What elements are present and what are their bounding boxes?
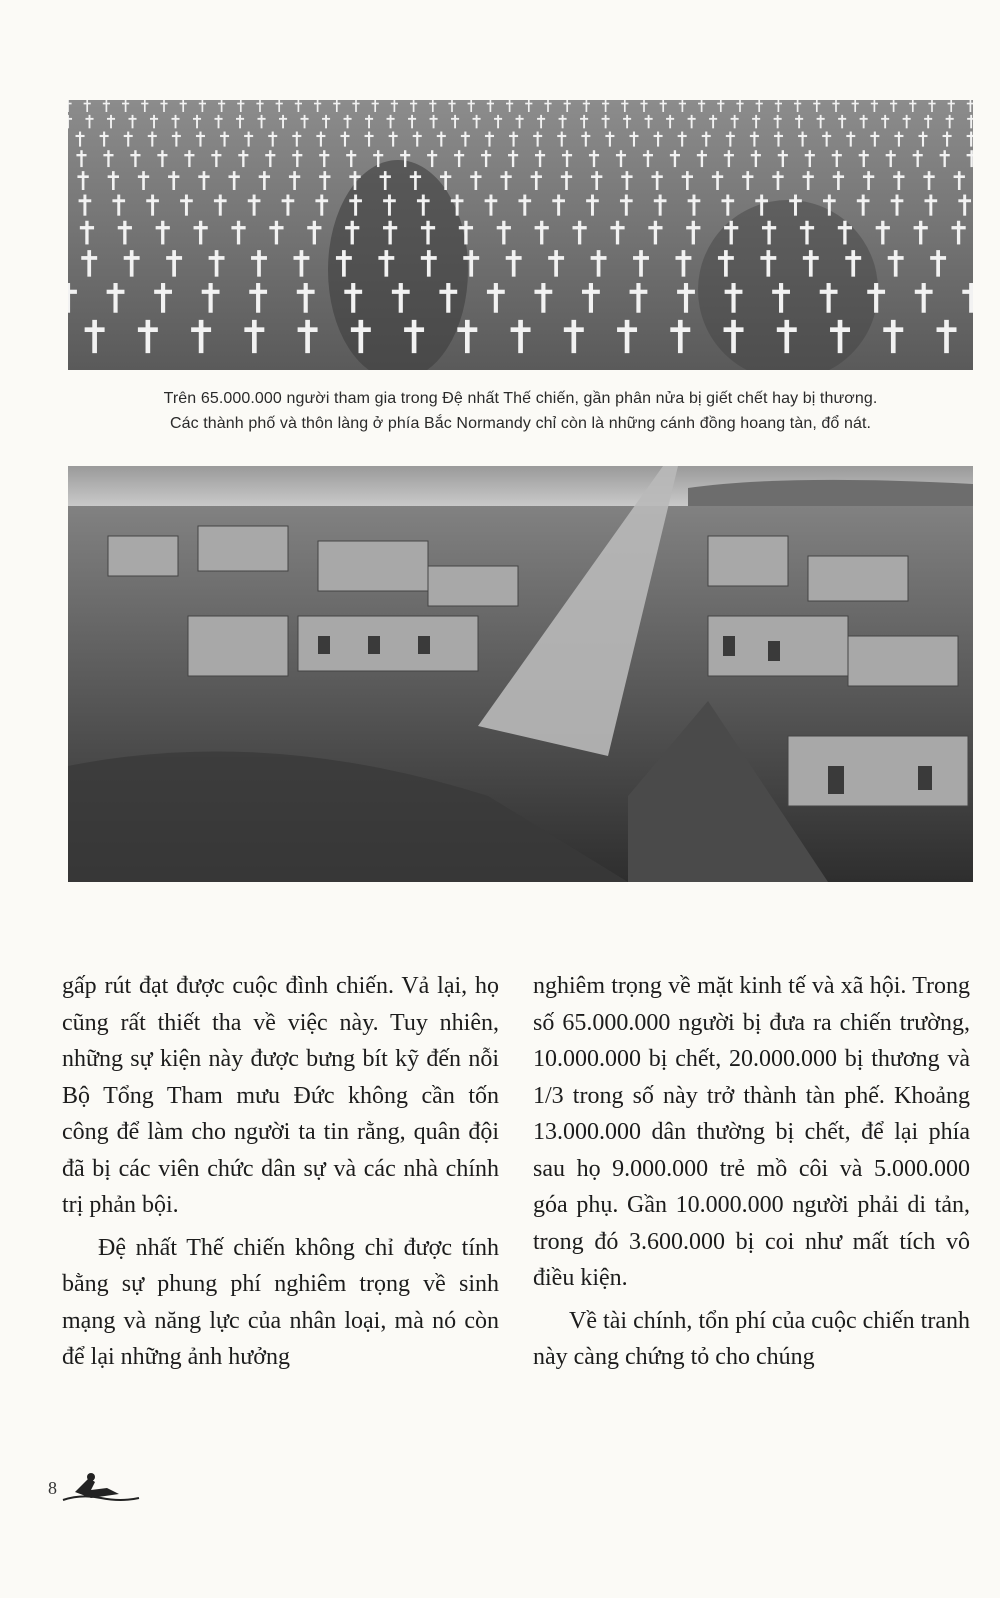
soldier-silhouette-icon: [61, 1468, 141, 1509]
page-number: 8: [48, 1478, 57, 1498]
left-paragraph-2: Đệ nhất Thế chiến không chỉ được tính bằng sự phung phí nghiêm trọng về sinh mạng và năng lực của nhân loại, mà nó còn để lại những ảnh hưởng: [62, 1234, 499, 1370]
photo-caption: [68, 386, 973, 436]
left-paragraph-1: gấp rút đạt được cuộc đình chiến. Vả lại, họ cũng rất thiết tha về việc này. Tuy nhiên, những sự kiện này được bưng bít kỹ đến nỗi Bộ Tổng Tham mưu Đức không cần tốn công để làm cho người ta tin rằng, quân đội đã bị các viên chức dân sự và các nhà chính trị phản bội.: [62, 973, 499, 1218]
right-paragraph-1: nghiêm trọng về mặt kinh tế và xã hội. Trong số 65.000.000 người bị đưa ra chiến trường, 10.000.000 bị chết, 20.000.000 bị thương và 1/3 trong số này trở thành tàn phế. Khoảng 13.000.000 dân thường bị chết, để lại phía sau họ 9.000.000 trẻ mồ côi và 5.000.000 góa phụ. Gần 10.000.000 người phải di tản, trong đó 3.600.000 bị coi như mất tích vô điều kiện.: [533, 973, 970, 1291]
right-column: [533, 968, 970, 1376]
caption-line-2: Các thành phố và thôn làng ở phía Bắc Normandy chỉ còn là những cánh đồng hoang tàn, đổ nát.: [169, 415, 872, 432]
page-footer: [48, 1468, 141, 1509]
cemetery-photo: [68, 100, 973, 370]
ruined-town-image: [68, 466, 973, 882]
cemetery-crosses-image: [68, 100, 973, 370]
caption-line-1: Trên 65.000.000 người tham gia trong Đệ nhất Thế chiến, gần phân nửa bị giết chết hay bị thương.: [163, 390, 878, 407]
ruined-town-photo: [68, 466, 973, 882]
left-column: [62, 968, 499, 1376]
right-paragraph-2: Về tài chính, tổn phí của cuộc chiến tranh này càng chứng tỏ cho chúng: [533, 1307, 970, 1370]
